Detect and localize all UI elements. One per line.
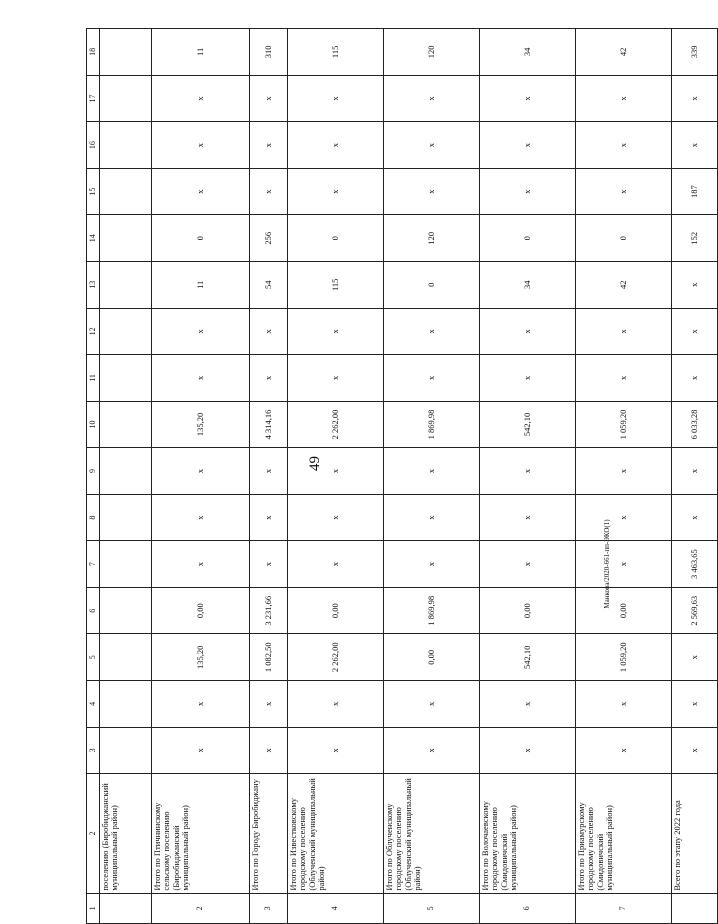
table-cell: 0,00 <box>152 587 250 634</box>
table-cell: 6 033,28 <box>672 401 718 448</box>
table-cell: х <box>480 727 576 774</box>
table-cell: 1 059,20 <box>576 634 672 681</box>
table-cell <box>100 634 152 681</box>
table-cell: х <box>288 75 384 122</box>
table-row <box>152 29 250 924</box>
table-cell: х <box>250 681 288 728</box>
table-cell: х <box>672 727 718 774</box>
row-index: 7 <box>576 893 672 923</box>
column-number: 16 <box>87 122 100 169</box>
table-cell: х <box>250 541 288 588</box>
column-number: 10 <box>87 401 100 448</box>
table-cell: 0 <box>288 215 384 262</box>
table-cell: х <box>152 727 250 774</box>
table-cell: х <box>250 727 288 774</box>
table-cell: х <box>384 75 480 122</box>
data-table <box>86 28 718 924</box>
table-cell: х <box>576 448 672 495</box>
table-cell: х <box>672 122 718 169</box>
table-cell: х <box>250 308 288 355</box>
table-row <box>384 29 480 924</box>
table-cell: х <box>672 634 718 681</box>
row-index: 3 <box>250 893 288 923</box>
column-number: 3 <box>87 727 100 774</box>
column-number: 18 <box>87 29 100 76</box>
table-cell <box>100 29 152 76</box>
table-cell: х <box>288 355 384 402</box>
table-cell: х <box>672 448 718 495</box>
column-number: 17 <box>87 75 100 122</box>
table-row <box>100 29 152 924</box>
table-cell: 0 <box>384 262 480 309</box>
table-cell: 115 <box>288 29 384 76</box>
column-number: 14 <box>87 215 100 262</box>
table-cell: х <box>250 448 288 495</box>
table-cell: х <box>576 355 672 402</box>
table-cell: х <box>384 168 480 215</box>
row-index <box>100 893 152 923</box>
table-cell: х <box>250 168 288 215</box>
column-number: 15 <box>87 168 100 215</box>
table-cell: х <box>384 681 480 728</box>
table-cell: х <box>672 494 718 541</box>
table-cell: х <box>250 355 288 402</box>
table-cell: х <box>288 168 384 215</box>
table-cell: 1 082,50 <box>250 634 288 681</box>
table-row <box>480 29 576 924</box>
table-cell: х <box>672 75 718 122</box>
table-cell: 34 <box>480 262 576 309</box>
table-cell: х <box>480 75 576 122</box>
table-cell: 135,20 <box>152 401 250 448</box>
row-name: Всего по этапу 2022 года <box>672 774 718 893</box>
table-cell: 11 <box>152 262 250 309</box>
table-cell: 0 <box>480 215 576 262</box>
table-cell: х <box>480 541 576 588</box>
table-cell: х <box>152 541 250 588</box>
table-cell: 4 314,16 <box>250 401 288 448</box>
row-index: 2 <box>152 893 250 923</box>
column-number: 4 <box>87 681 100 728</box>
table-cell: 2 569,63 <box>672 587 718 634</box>
table-cell: х <box>250 122 288 169</box>
row-name: Итого по Приамурскому городскому поселению (Смидовичский муниципальный район) <box>576 774 672 893</box>
table-cell: 187 <box>672 168 718 215</box>
header-row <box>87 29 100 924</box>
table-cell: х <box>576 727 672 774</box>
table-cell: 542,10 <box>480 401 576 448</box>
table-cell <box>100 122 152 169</box>
table-cell: 0 <box>152 215 250 262</box>
row-name: Итого по Облученскому городскому поселению (Облученский муниципальный район) <box>384 774 480 893</box>
table-cell: х <box>576 681 672 728</box>
table-cell: 256 <box>250 215 288 262</box>
table-cell: х <box>672 308 718 355</box>
table-cell: 2 262,00 <box>288 634 384 681</box>
table-cell: 0 <box>576 215 672 262</box>
row-name: Итого по Известковскому городскому поселению (Облученский муниципальный район) <box>288 774 384 893</box>
table-cell <box>100 355 152 402</box>
table-cell <box>100 262 152 309</box>
table-cell: 339 <box>672 29 718 76</box>
table-cell <box>100 168 152 215</box>
table-cell: х <box>384 355 480 402</box>
column-number: 13 <box>87 262 100 309</box>
table-cell: 0,00 <box>384 634 480 681</box>
table-cell: х <box>384 308 480 355</box>
table-cell: х <box>152 308 250 355</box>
row-index: 4 <box>288 893 384 923</box>
column-number: 1 <box>87 893 100 923</box>
table-row <box>250 29 288 924</box>
row-index: 6 <box>480 893 576 923</box>
table-cell: х <box>480 308 576 355</box>
table-cell: 34 <box>480 29 576 76</box>
table-cell: 135,20 <box>152 634 250 681</box>
table-cell <box>100 448 152 495</box>
table-cell: 3 463,65 <box>672 541 718 588</box>
table-cell: х <box>288 727 384 774</box>
table-cell: 120 <box>384 29 480 76</box>
table-cell: х <box>480 494 576 541</box>
table-cell: х <box>672 681 718 728</box>
page-number: 49 <box>307 456 323 471</box>
table-cell <box>100 541 152 588</box>
table-cell <box>100 587 152 634</box>
table-cell: х <box>576 75 672 122</box>
table-cell: 2 262,00 <box>288 401 384 448</box>
table-cell: 42 <box>576 29 672 76</box>
table-cell: х <box>250 75 288 122</box>
table-cell: х <box>480 122 576 169</box>
table-cell: х <box>576 168 672 215</box>
table-cell: х <box>152 681 250 728</box>
column-number: 9 <box>87 448 100 495</box>
table-cell: х <box>672 355 718 402</box>
table-cell <box>100 727 152 774</box>
table-cell <box>100 215 152 262</box>
column-number: 8 <box>87 494 100 541</box>
table-cell: 1 869,98 <box>384 587 480 634</box>
table-cell: 1 059,20 <box>576 401 672 448</box>
table-cell: х <box>384 727 480 774</box>
table-cell: х <box>576 308 672 355</box>
table-cell: х <box>384 541 480 588</box>
table-cell: 0,00 <box>576 587 672 634</box>
footer-code: Манкова/2020-661-пп-ЭКО(1) <box>603 519 611 609</box>
table-cell: х <box>672 262 718 309</box>
table-cell: 115 <box>288 262 384 309</box>
table-cell: 152 <box>672 215 718 262</box>
table-cell: х <box>576 541 672 588</box>
table-cell: х <box>480 168 576 215</box>
column-number: 11 <box>87 355 100 402</box>
table-cell: 310 <box>250 29 288 76</box>
row-index: 5 <box>384 893 480 923</box>
column-number: 12 <box>87 308 100 355</box>
table-cell <box>100 75 152 122</box>
table-cell: х <box>152 494 250 541</box>
table-cell: х <box>288 308 384 355</box>
table-cell: 11 <box>152 29 250 76</box>
column-number: 6 <box>87 587 100 634</box>
row-index <box>672 893 718 923</box>
table-cell <box>100 308 152 355</box>
table-row <box>288 29 384 924</box>
row-name: Итого по Птичнинскому сельскому поселению (Биробиджанский муниципальный район) <box>152 774 250 893</box>
table-cell: х <box>480 355 576 402</box>
table-cell: х <box>288 448 384 495</box>
table-cell: х <box>152 75 250 122</box>
table-cell: 0,00 <box>480 587 576 634</box>
table-cell <box>100 681 152 728</box>
table-cell: х <box>152 355 250 402</box>
table-cell: 3 231,66 <box>250 587 288 634</box>
table-cell: х <box>152 122 250 169</box>
column-number: 5 <box>87 634 100 681</box>
row-name: Итого по Городу Биробиджану <box>250 774 288 893</box>
column-number: 7 <box>87 541 100 588</box>
table-cell: х <box>288 681 384 728</box>
table-cell: 1 869,98 <box>384 401 480 448</box>
table-cell: х <box>576 122 672 169</box>
table-row <box>672 29 718 924</box>
table-cell: х <box>250 494 288 541</box>
table-cell <box>100 494 152 541</box>
table-cell: х <box>288 541 384 588</box>
column-number: 2 <box>87 774 100 893</box>
table-row <box>576 29 672 924</box>
table-cell: 54 <box>250 262 288 309</box>
table-cell: х <box>288 494 384 541</box>
table-cell: 0,00 <box>288 587 384 634</box>
table-cell: х <box>288 122 384 169</box>
table-cell: х <box>576 494 672 541</box>
table-cell: 42 <box>576 262 672 309</box>
table-cell: х <box>384 448 480 495</box>
table-cell: 542,10 <box>480 634 576 681</box>
table-cell: х <box>152 448 250 495</box>
table-cell: 120 <box>384 215 480 262</box>
row-name: поселению (Биробиджанский муниципальный район) <box>100 774 152 893</box>
table-cell: х <box>384 494 480 541</box>
table-cell: х <box>480 448 576 495</box>
table-cell: х <box>480 681 576 728</box>
row-name: Итого по Волочаевскому городскому поселению (Смидовичский муниципальный район) <box>480 774 576 893</box>
table-cell: х <box>384 122 480 169</box>
table-cell: х <box>152 168 250 215</box>
table-cell <box>100 401 152 448</box>
